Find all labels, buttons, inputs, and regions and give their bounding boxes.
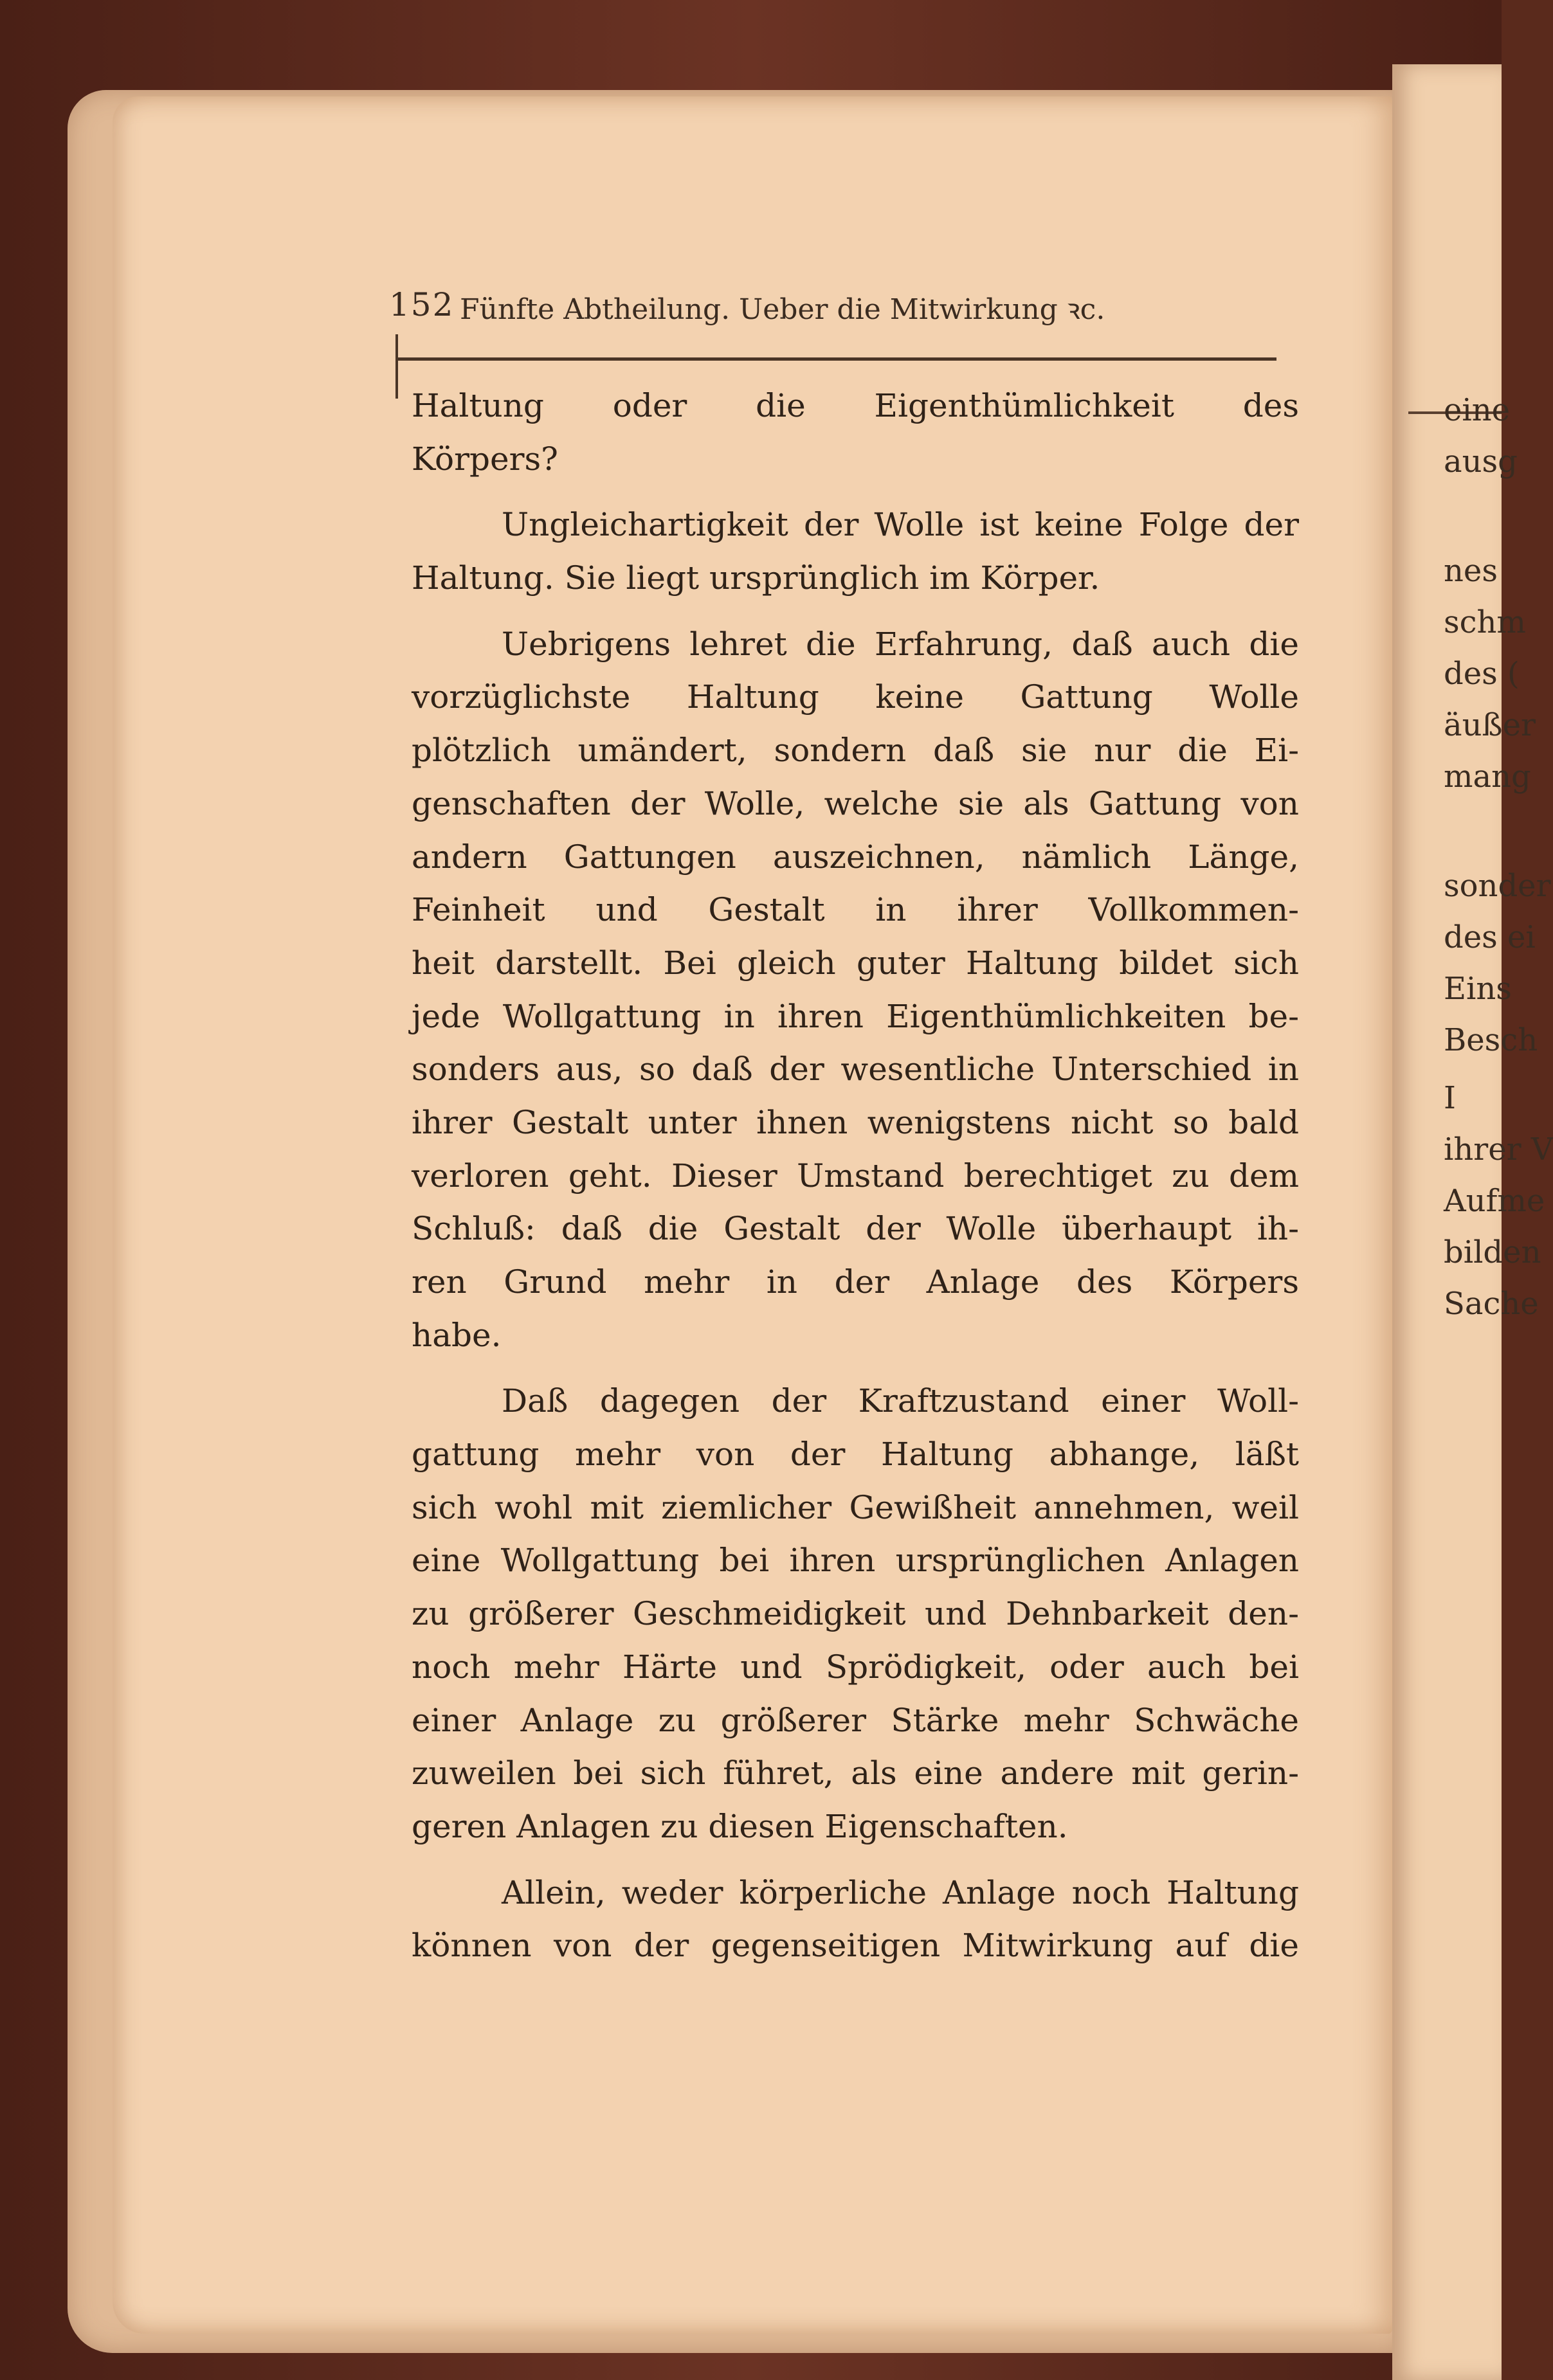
facing-page-fragment: Sache xyxy=(1444,1286,1539,1322)
text-line: ihrer Gestalt unter ihnen wenigstens nicht so bald xyxy=(412,1103,1299,1141)
facing-page-fragment: Eins xyxy=(1444,971,1512,1007)
text-line: verloren geht. Dieser Umstand berechtiget zu dem xyxy=(412,1157,1299,1195)
facing-page-fragment: schm xyxy=(1444,604,1526,640)
text-line: andern Gattungen auszeichnen, nämlich Länge, xyxy=(412,838,1299,876)
facing-page-fragment: ihrer V xyxy=(1444,1131,1553,1167)
text-line: habe. xyxy=(412,1316,502,1354)
facing-page-fragment: eine xyxy=(1444,392,1511,428)
body-text xyxy=(412,379,1299,1972)
text-line: Feinheit und Gestalt in ihrer Vollkommen- xyxy=(412,891,1299,929)
text-line: Körpers? xyxy=(412,440,558,478)
text-line: gattung mehr von der Haltung abhange, läßt xyxy=(412,1436,1299,1474)
paragraph-gap xyxy=(412,1853,1299,1866)
facing-page-fragment: ausg xyxy=(1444,444,1518,480)
facing-page-fragment: äußer xyxy=(1444,707,1536,743)
facing-page-fragment: I xyxy=(1444,1080,1456,1116)
text-line: plötzlich umändert, sondern daß sie nur die Ei- xyxy=(412,732,1299,770)
text-line: Ungleichartigkeit der Wolle ist keine Folge der xyxy=(502,506,1299,544)
header-rule xyxy=(395,357,1276,361)
running-head-title: Fünfte Abtheilung. Ueber die Mitwirkung ꝛc. xyxy=(460,293,1105,326)
header-rule-tick xyxy=(395,334,398,399)
paragraph-gap xyxy=(412,485,1299,498)
text-line: können von der gegenseitigen Mitwirkung auf die xyxy=(412,1927,1299,1965)
facing-page-fragment: des ei xyxy=(1444,919,1536,955)
text-line: jede Wollgattung in ihren Eigenthümlichkeiten be- xyxy=(412,997,1299,1035)
facing-page xyxy=(1392,64,1553,2380)
text-line: Schluß: daß die Gestalt der Wolle überhaupt ih- xyxy=(412,1210,1299,1248)
facing-page-fragment: nes xyxy=(1444,553,1498,589)
facing-page-fragment: des ( xyxy=(1444,656,1520,692)
text-line: Haltung oder die Eigenthümlichkeit des xyxy=(412,387,1299,424)
paragraph-gap xyxy=(412,605,1299,618)
text-line: Uebrigens lehret die Erfahrung, daß auch die xyxy=(502,625,1299,663)
text-line: ren Grund mehr in der Anlage des Körpers xyxy=(412,1263,1299,1301)
text-line: einer Anlage zu größerer Stärke mehr Schwäche xyxy=(412,1701,1299,1739)
text-line: sonders aus, so daß der wesentliche Unterschied in xyxy=(412,1050,1299,1088)
paragraph-gap xyxy=(412,1362,1299,1375)
running-head xyxy=(389,286,1289,325)
text-line: geren Anlagen zu diesen Eigenschaften. xyxy=(412,1807,1068,1845)
text-line: zu größerer Geschmeidigkeit und Dehnbarkeit den- xyxy=(412,1595,1299,1633)
text-line: genschaften der Wolle, welche sie als Gattung von xyxy=(412,784,1299,822)
facing-page-fragment: bilden xyxy=(1444,1234,1541,1270)
text-line: noch mehr Härte und Sprödigkeit, oder auch bei xyxy=(412,1648,1299,1686)
text-line: Allein, weder körperliche Anlage noch Haltung xyxy=(502,1873,1299,1911)
text-line: sich wohl mit ziemlicher Gewißheit annehmen, weil xyxy=(412,1488,1299,1526)
text-line: heit darstellt. Bei gleich guter Haltung bildet sich xyxy=(412,944,1299,982)
page-number: 152 xyxy=(389,286,455,323)
text-line: Haltung. Sie liegt ursprünglich im Körper. xyxy=(412,559,1100,597)
text-line: Daß dagegen der Kraftzustand einer Woll- xyxy=(502,1382,1299,1420)
text-line: vorzüglichste Haltung keine Gattung Wolle xyxy=(412,678,1299,716)
facing-page-fragment: mang xyxy=(1444,759,1531,795)
facing-page-fragment: sonder xyxy=(1444,868,1551,904)
facing-page-fragment: Aufme xyxy=(1444,1183,1545,1219)
text-line: zuweilen bei sich führet, als eine andere mit gerin- xyxy=(412,1754,1299,1792)
text-line: eine Wollgattung bei ihren ursprünglichen Anlagen xyxy=(412,1542,1299,1580)
facing-page-fragment: Besch xyxy=(1444,1022,1538,1058)
